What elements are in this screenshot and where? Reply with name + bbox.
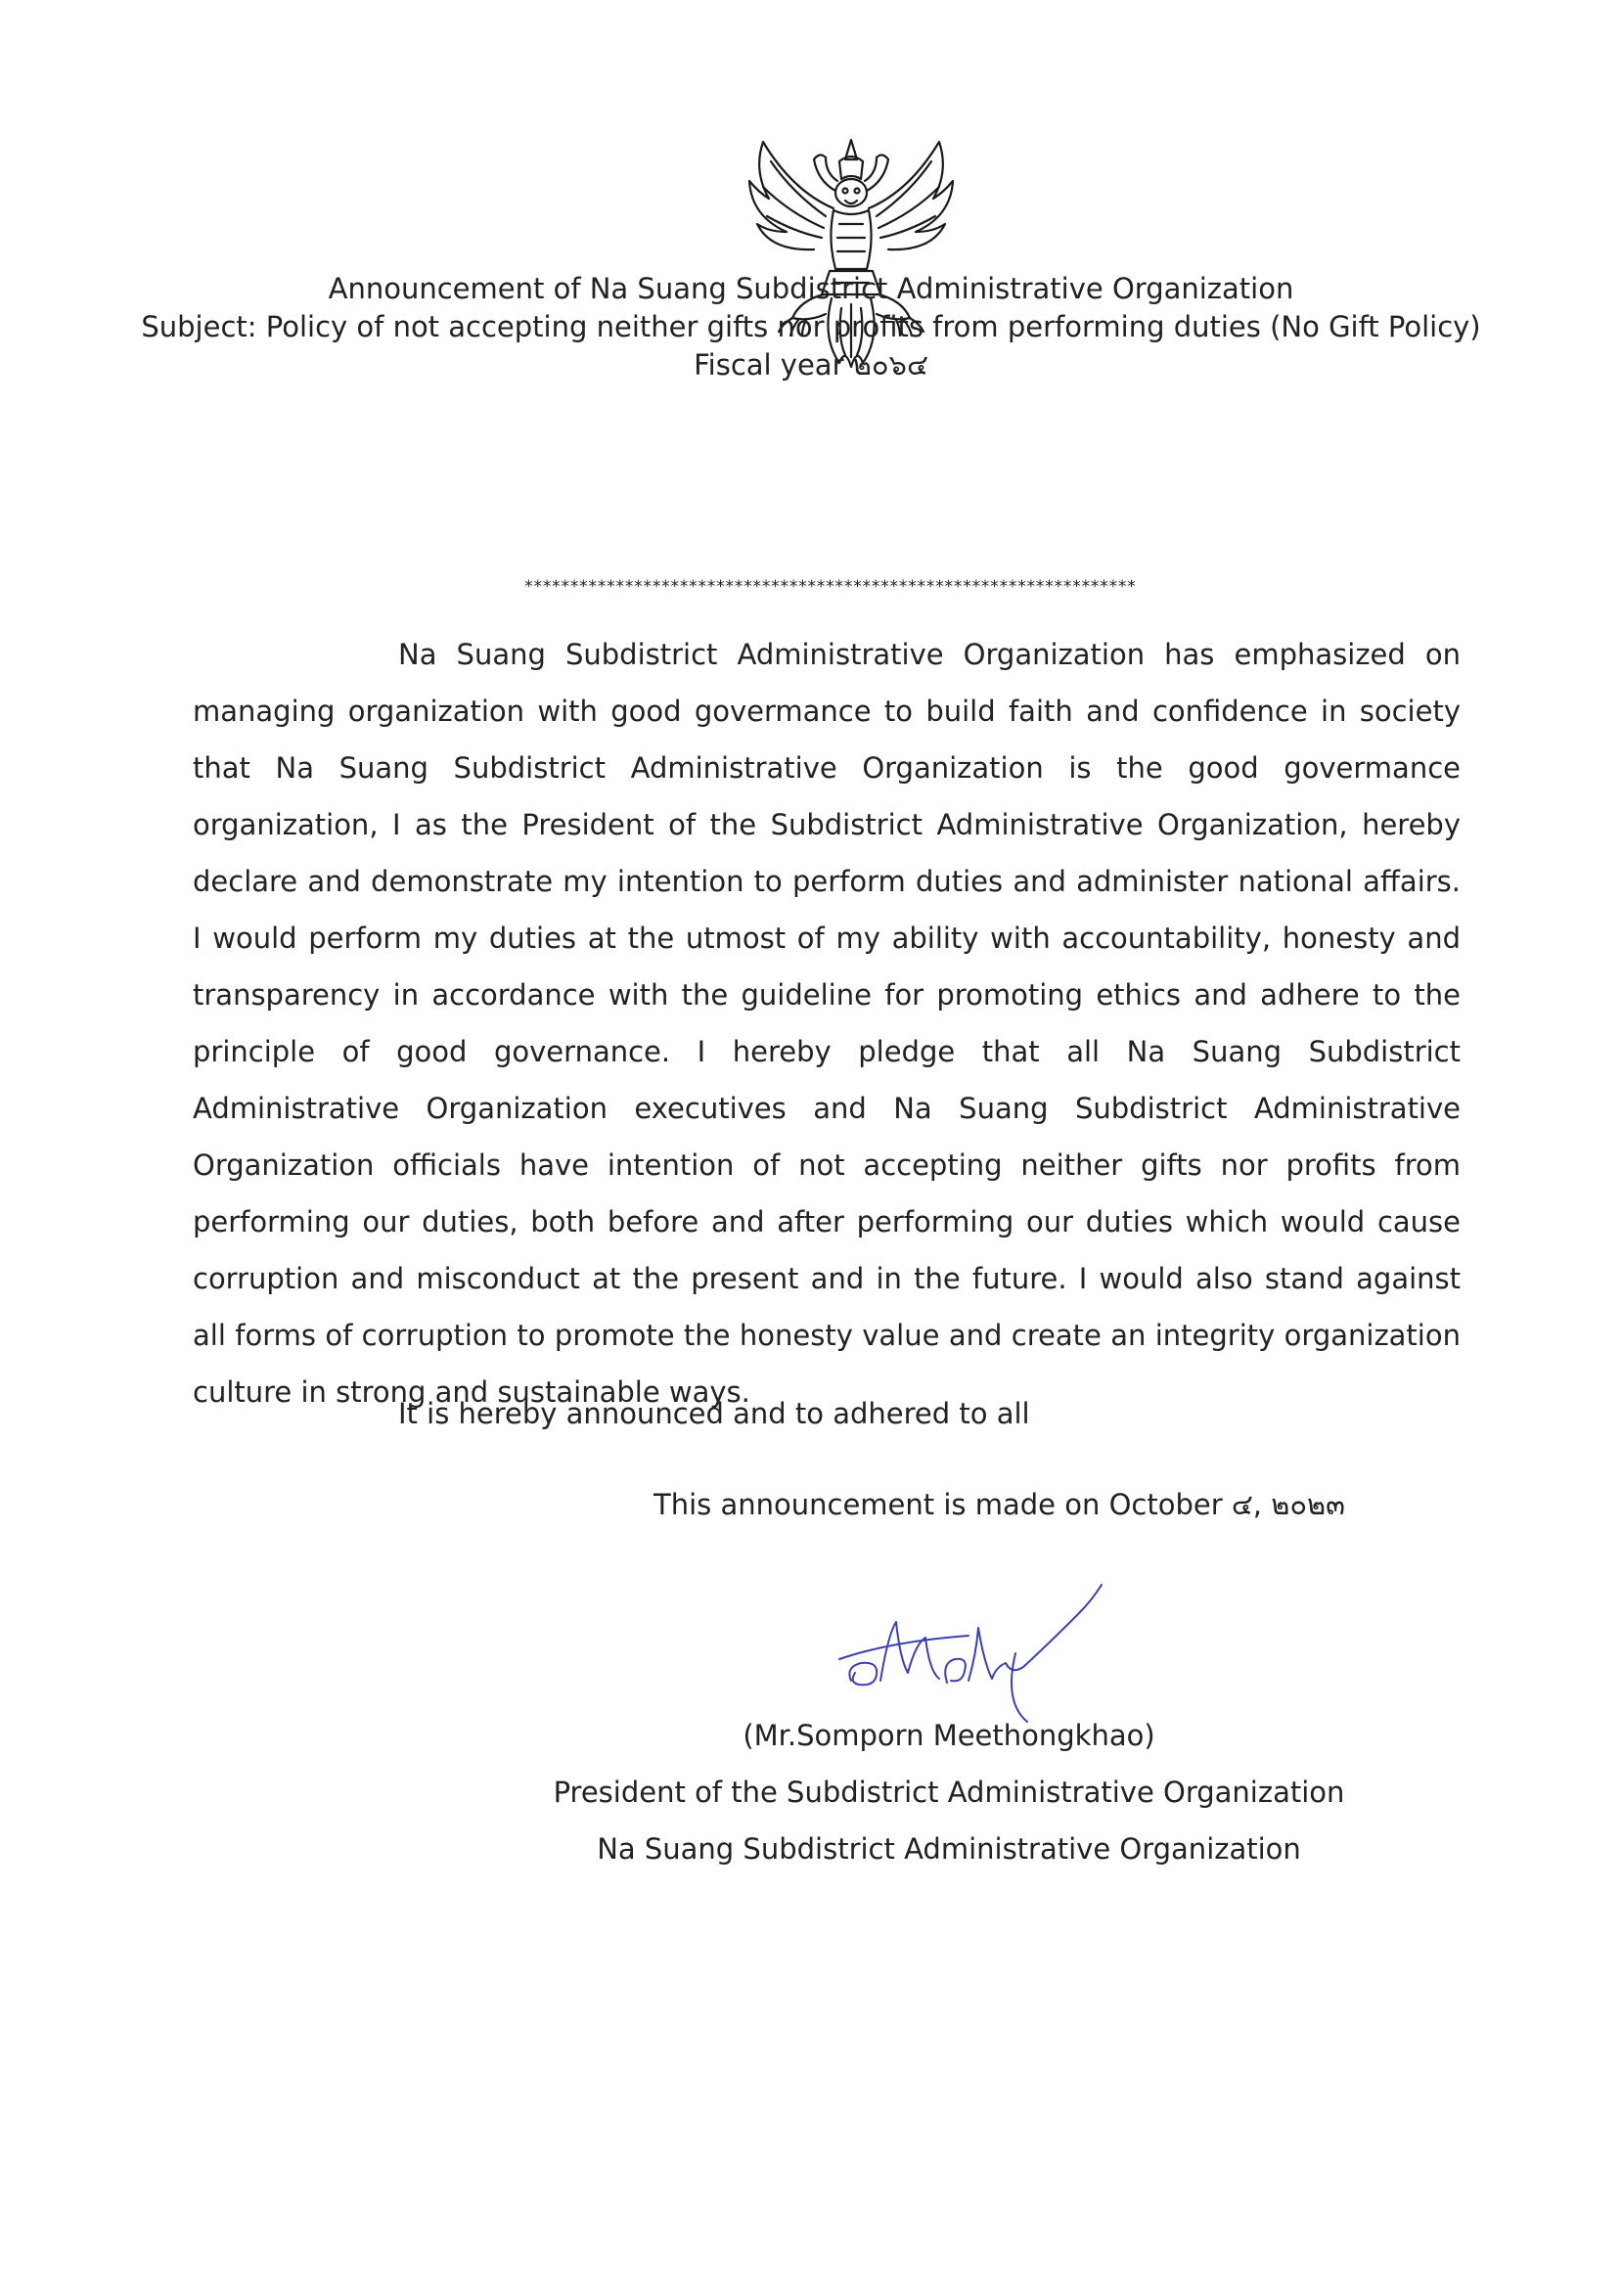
- announcement-title: Announcement of Na Suang Subdistrict Administrative Organization: [328, 272, 1294, 305]
- signatory-title: President of the Subdistrict Administrative Organization: [553, 1776, 1345, 1809]
- signatory-organization: Na Suang Subdistrict Administrative Organization: [597, 1832, 1301, 1866]
- announcement-date: This announcement is made on October ๔, ๒๐๒๓: [653, 1488, 1345, 1521]
- signatory-name: (Mr.Somporn Meethongkhao): [743, 1719, 1155, 1752]
- fiscal-year: Fiscal year ๒๐๖๔: [694, 348, 928, 382]
- signatory-block: [548, 1707, 1350, 1877]
- closing-statement: It is hereby announced and to adhered to all: [398, 1397, 1030, 1430]
- separator-line: *******************************************************************: [523, 577, 1136, 597]
- announcement-body: Na Suang Subdistrict Administrative Organization has emphasized on managing organization with good govermance to build faith and confidence in society that Na Suang Subdistrict Administrative Organization is the good govermance organization, I as the President of the Subdistrict Administrative Organization, hereby declare and demonstrate my intention to perform duties and administer national affairs. I would perform my duties at the utmost of my ability with accountability, honesty and transparency in accordance with the guideline for promoting ethics and adhere to the principle of good governance. I hereby pledge that all Na Suang Subdistrict Administrative Organization executives and Na Suang Subdistrict Administrative Organization officials have intention of not accepting neither gifts nor profits from performing our duties, both before and after performing our duties which would cause corruption and misconduct at the present and in the future. I would also stand against all forms of corruption to promote the honesty value and create an integrity organization culture in strong and sustainable ways.: [193, 638, 1461, 1409]
- announcement-subject: Subject: Policy of not accepting neither gifts nor profits from performing duties (No Gift Policy): [141, 310, 1481, 343]
